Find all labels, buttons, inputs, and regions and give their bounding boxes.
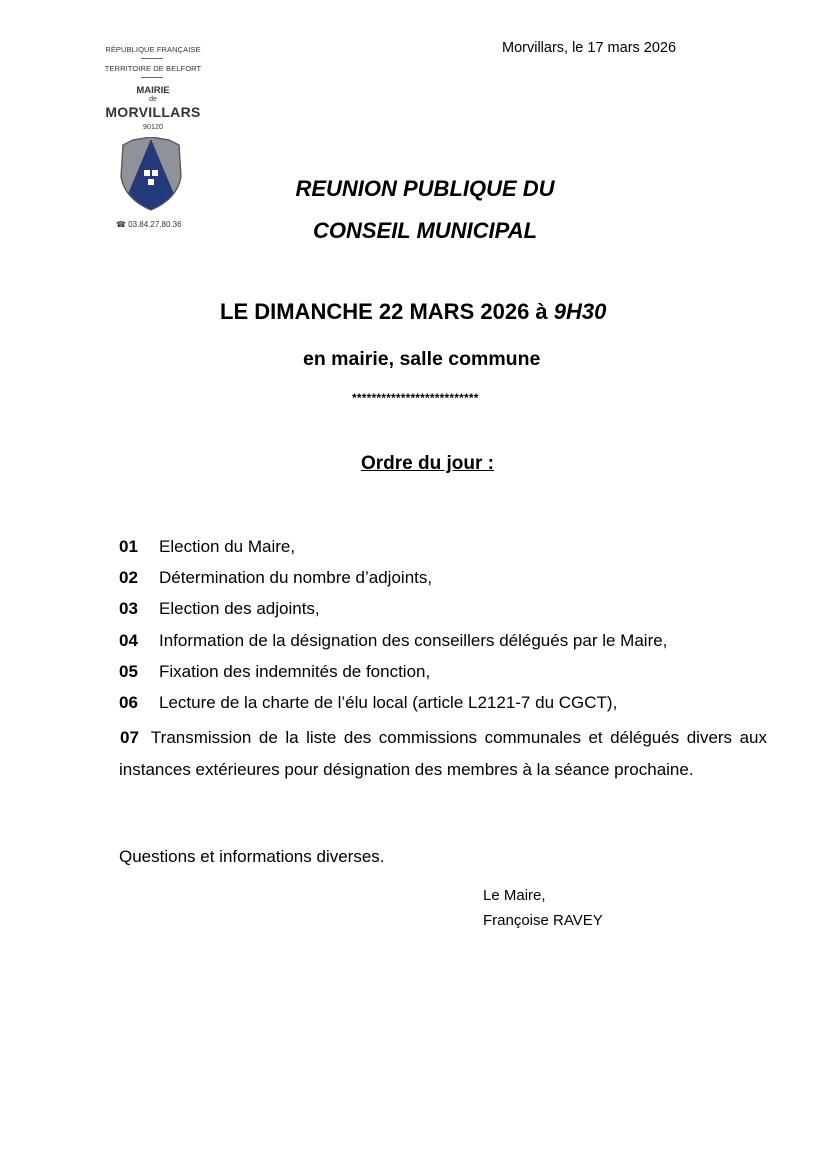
letterhead-republic: RÉPUBLIQUE FRANÇAISE [105, 45, 201, 54]
agenda-item-text: Fixation des indemnités de fonction, [159, 662, 431, 681]
agenda-item [119, 662, 430, 682]
questions-line: Questions et informations diverses. [119, 847, 385, 866]
agenda-item [119, 693, 617, 713]
agenda-item-number: 04 [119, 631, 138, 650]
crest-logo [119, 137, 183, 211]
meeting-datetime [220, 299, 606, 325]
letterhead-divider [141, 77, 163, 78]
agenda-item-text: Détermination du nombre d’adjoints, [159, 568, 433, 587]
agenda-item-text: Lecture de la charte de l’élu local (article L2121-7 du CGCT), [159, 693, 618, 712]
agenda-item [119, 537, 295, 557]
agenda-item-number: 06 [119, 693, 138, 712]
agenda-item [119, 568, 432, 588]
agenda-item-text: Election des adjoints, [159, 599, 320, 618]
agenda-heading: Ordre du jour : [361, 453, 494, 474]
agenda-item [119, 631, 667, 651]
agenda-item-number: 02 [119, 568, 138, 587]
agenda-item-number: 01 [119, 537, 138, 556]
meeting-date: LE DIMANCHE 22 MARS 2026 à [220, 299, 554, 324]
agenda-item-text: Information de la désignation des conseillers délégués par le Maire, [159, 631, 668, 650]
agenda-item [119, 722, 767, 785]
agenda-item-text: Election du Maire, [159, 537, 296, 556]
agenda-item-number: 05 [119, 662, 138, 681]
meeting-venue: en mairie, salle commune [303, 348, 541, 370]
letterhead-de: de [149, 96, 157, 103]
separator-stars: ************************** [352, 391, 479, 405]
letterhead-phone: ☎ 03.84.27.80.36 [116, 220, 182, 229]
letterhead-territory: TERRITOIRE DE BELFORT [104, 64, 202, 73]
agenda-item-text: Transmission de la liste des commissions communales et délégués divers aux instances extérieures pour désignation des membres à la séance prochaine. [119, 728, 767, 779]
agenda-item-number: 07 [120, 728, 139, 747]
signature-name: Françoise RAVEY [483, 912, 603, 929]
signature-role: Le Maire, [483, 887, 546, 904]
letterhead-mairie: MAIRIE [136, 85, 170, 96]
letterhead-commune: MORVILLARS [105, 104, 201, 120]
letterhead-divider [141, 58, 163, 59]
agenda-item-number: 03 [119, 599, 138, 618]
date-line: Morvillars, le 17 mars 2026 [502, 40, 677, 56]
meeting-time: 9H30 [553, 299, 607, 324]
letterhead-postcode: 90120 [143, 124, 163, 131]
agenda-item [119, 599, 320, 619]
title-line-2: CONSEIL MUNICIPAL [312, 218, 538, 243]
title-line-1: REUNION PUBLIQUE DU [295, 176, 555, 201]
